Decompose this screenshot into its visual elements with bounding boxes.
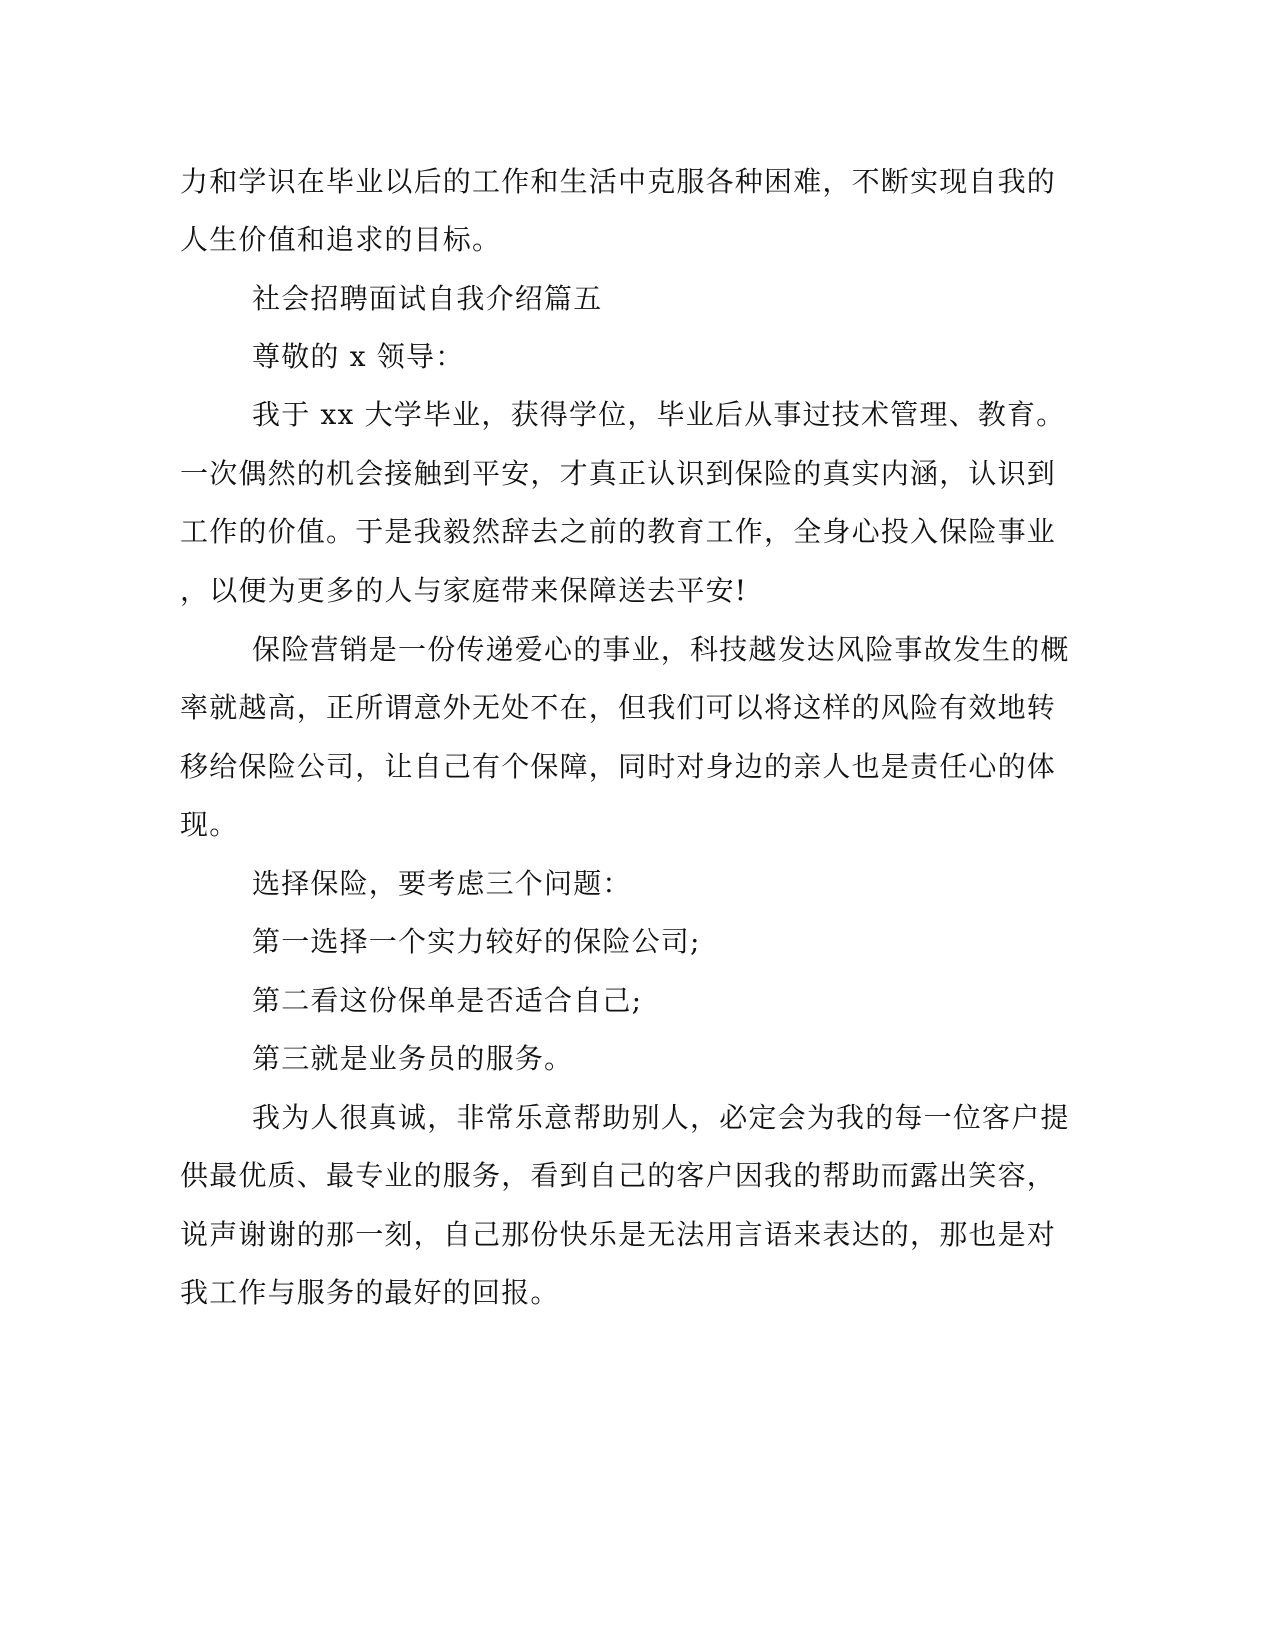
text-line: 工作的价值。于是我毅然辞去之前的教育工作，全身心投入保险事业: [180, 515, 1057, 548]
text-line: 供最优质、最专业的服务，看到自己的客户因我的帮助而露出笑容，: [180, 1159, 1057, 1192]
text-line: 保险营销是一份传递爱心的事业，科技越发达风险事故发生的概: [252, 633, 1070, 666]
salutation: 尊敬的 x 领导：: [252, 340, 465, 373]
text-line: 我于 xx 大学毕业，获得学位，毕业后从事过技术管理、教育。: [252, 398, 1066, 431]
text-line: 移给保险公司，让自己有个保障，同时对身边的亲人也是责任心的体: [180, 750, 1057, 783]
text-line: 我工作与服务的最好的回报。: [180, 1276, 560, 1309]
text-line: 现。: [180, 808, 239, 841]
text-line: 一次偶然的机会接触到平安，才真正认识到保险的真实内涵，认识到: [180, 457, 1057, 490]
list-item: 第二看这份保单是否适合自己;: [252, 984, 643, 1017]
text-line: 人生价值和追求的目标。: [180, 223, 502, 256]
list-item: 第三就是业务员的服务。: [252, 1042, 574, 1075]
text-line: 说声谢谢的那一刻，自己那份快乐是无法用言语来表达的，那也是对: [180, 1218, 1057, 1251]
text-line: ，以便为更多的人与家庭带来保障送去平安!: [180, 574, 748, 607]
list-item: 第一选择一个实力较好的保险公司;: [252, 925, 701, 958]
text-line: 率就越高，正所谓意外无处不在，但我们可以将这样的风险有效地转: [180, 691, 1057, 724]
text-line: 力和学识在毕业以后的工作和生活中克服各种困难，不断实现自我的: [180, 165, 1057, 198]
section-heading: 社会招聘面试自我介绍篇五: [252, 282, 603, 315]
text-line: 我为人很真诚，非常乐意帮助别人，必定会为我的每一位客户提: [252, 1101, 1070, 1134]
text-line: 选择保险，要考虑三个问题：: [252, 867, 632, 900]
